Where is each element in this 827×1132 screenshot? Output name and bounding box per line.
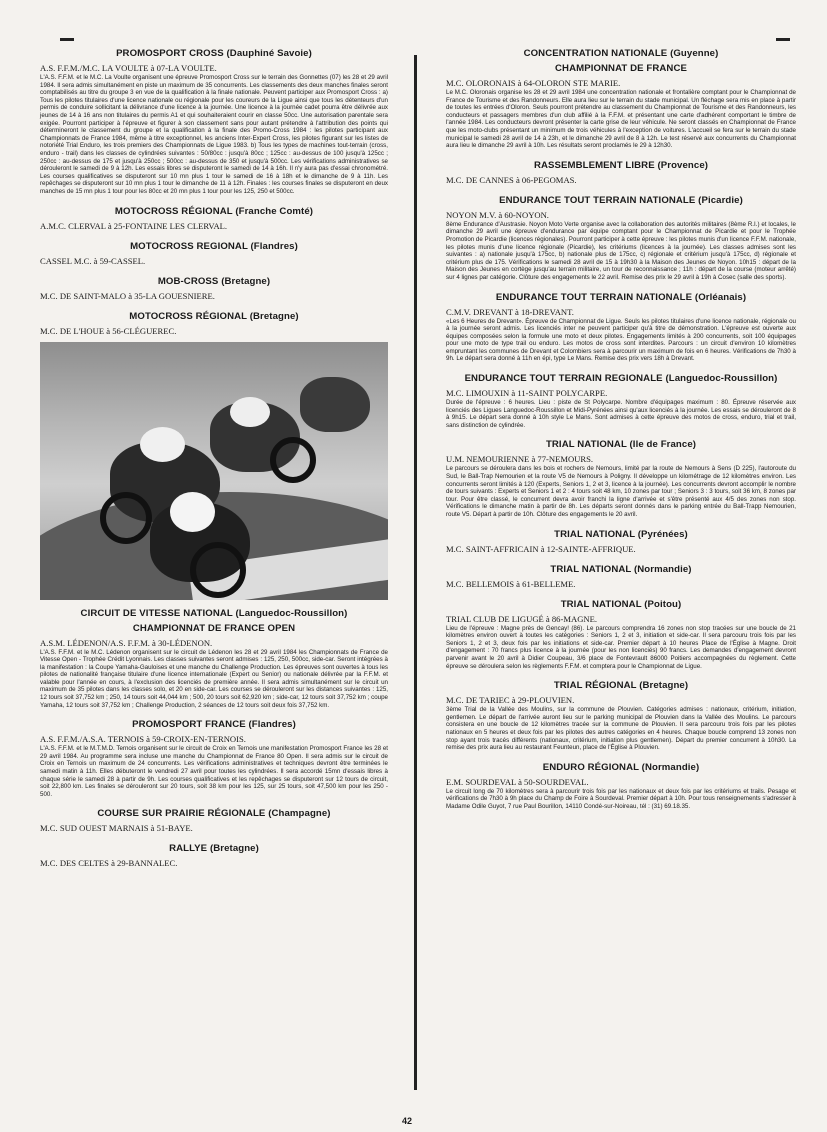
- section-title: [40, 48, 388, 59]
- organizer: TRIAL CLUB DE LIGUGÉ à 86-MAGNE.: [446, 613, 598, 624]
- section-title-text: RALLYE: [169, 843, 208, 855]
- section-motocross-bretagne: [40, 311, 388, 336]
- section-trial-bretagne: [446, 680, 796, 752]
- section-title: [40, 843, 388, 854]
- section-body: 3ème Trial de la Vallée des Moulins, sur la commune de Plouvien. Catégories admises : nationaux, critérium, initiation, gentlemen. Le départ de l'arrivée auront lieu sur le parking municipal de Plouvien dans la Vallée des Moulins. Le parcours consistera en une boucle de 12 kilomètres tracée sur la commune de Plouvien. Il sera parcouru trois fois par les pilotes nationaux en 5 heures et deux fois par les pilotes des autres catégories en 4 heures. Chaque boucle comprend 13 zones non stop ayant trois tracés différents (nationaux, critérium, initiation plus gentlemen). Départ du premier concurrent à 10h30. La remise des prix aura lieu au restaurant Feunteun, place de l'Église à Plouvien.: [446, 706, 796, 752]
- section-endurance-languedoc: [446, 373, 796, 429]
- section-title-text: ENDURANCE TOUT TERRAIN NATIONALE: [495, 291, 693, 303]
- section-rassemblement: [446, 160, 796, 185]
- section-region: (Orléanais): [694, 291, 747, 303]
- section-region: (Bretagne): [221, 275, 271, 287]
- section-title-text: COURSE SUR PRAIRIE RÉGIONALE: [97, 808, 266, 820]
- top-rule-right: [776, 38, 790, 41]
- section-body: Le M.C. Oloronais organise les 28 et 29 avril 1984 une concentration nationale et frontalière comptant pour le Championnat de France de Tourisme et des Randonneurs. Elle aura lieu sur le terrain du stade municipal. Un fléchage sera mis en place à partir de toutes les entrées d'Oloron. Seuls pourront prétendre au classement du Championnat de Tourisme et des Randonneurs, les conducteurs et passagers membres d'un club affilié à la F.F.M. et présentant une carte d'adhérent comportant le timbre de l'année 1984. Les conducteurs devront présenter la carte grise de leur véhicule. Ne seront classés en Championnat de France que les moto-clubs présentant un minimum de trois véhicules à l'exception de voitures. L'accueil se fera sur le terrain du stade municipal le samedi 28 avril de 14 à 23h, et le dimanche 29 avril de 8 à 12h. Le test réservé aux concurrents du Championnat aura lieu le dimanche 29 avril à 10h. Les résultats seront proclamés le 29 à 12h30.: [446, 89, 796, 150]
- section-title: [40, 808, 388, 819]
- section-promosport-cross: [40, 48, 388, 196]
- section-region: (Bretagne): [249, 310, 299, 322]
- section-subtitle: CHAMPIONNAT DE FRANCE OPEN: [132, 622, 296, 634]
- section-title-text: MOTOCROSS REGIONAL: [130, 240, 248, 252]
- rider-helmet: [230, 397, 270, 427]
- section-region: (Ile de France): [629, 439, 697, 451]
- rider-helmet: [140, 427, 185, 462]
- section-title-text: ENDURANCE TOUT TERRAIN REGIONALE: [464, 373, 663, 385]
- section-subtitle: CHAMPIONNAT DE FRANCE: [555, 63, 687, 74]
- section-title: [40, 608, 388, 619]
- organizer: M.C. LIMOUXIN à 11-SAINT POLYCARPE.: [446, 388, 608, 399]
- section-region: (Champagne): [268, 808, 331, 820]
- section-region: (Flandres): [250, 240, 298, 252]
- page-number: 42: [402, 1116, 413, 1126]
- section-title: [40, 311, 388, 322]
- organizer: NOYON M.V. à 60-NOYON.: [446, 209, 549, 220]
- organizer: M.C. DE TARIEC à 29-PLOUVIEN.: [446, 695, 575, 706]
- section-body: «Les 6 Heures de Drevant». Épreuve de Championnat de Ligue. Seuls les pilotes titulaires d'une licence nationale, régionale ou à la journée seront admis. Les licenciés inter ne peuvent participer qu'à titre de démonstration. L'épreuve est ouverte aux équipes composées selon la formule une moto et deux pilotes. Engagements limités à 200 concurrents, soit 100 équipages pour une moto de type trail ou enduro. Les motos de cross sont interdites. Parcours : un circuit d'environ 10 kilomètres empruntant les communes de Drevant et Colombiers sera à parcourir un maximum de fois en 6 heures. Vérifications de 7h30 à 9h. Le départ sera donné à 11h en épi, type Le Mans. Remise des prix vers 18h à Drevant.: [446, 317, 796, 363]
- organizer: C.M.V. DREVANT à 18-DREVANT.: [446, 306, 574, 317]
- section-region: (Bretagne): [209, 843, 259, 855]
- rider-helmet: [170, 492, 215, 532]
- organizer: A.M.C. CLERVAL à 25-FONTAINE LES CLERVAL.: [40, 220, 228, 231]
- column-divider: [414, 55, 417, 1090]
- organizer: A.S.M. LÉDENON/A.S. F.F.M. à 30-LÉDENON.: [40, 637, 213, 648]
- section-body: L'A.S. F.F.M. et le M.T.M.D. Ternois organisent sur le circuit de Croix en Ternois une manifestation Promosport France les 28 et 29 avril 1984. Au programme sera incluse une manche du Championnat de France 80 Open. Il sera admis sur le circuit de Croix en Ternois un maximum de 24 concurrents. Les vérifications administratives et techniques devront être terminées le samedi matin à 11h. Elles débuteront le vendredi 27 avril pour toutes les cylindrées. Il sera accordé 15mn d'essais libres à chaque série le samedi 28 à partir de 9h. Les courses qualificatives et les repêchages se disputeront sur 12 tours de circuit, soit 22,800 km. Les finales se dérouleront sur 20 tours, soit 38 km pour les 125, sur 25 tours, soit 47,500 km pour les 250 - 500.: [40, 745, 388, 798]
- organizer: M.C. OLORONAIS à 64-OLORON STE MARIE.: [446, 78, 621, 88]
- section-title: [40, 241, 388, 252]
- section-rallye: [40, 843, 388, 868]
- section-title-text: TRIAL RÉGIONAL: [553, 680, 637, 692]
- organizer: M.C. DE CANNES à 06-PEGOMAS.: [446, 174, 577, 185]
- section-title-text: CIRCUIT DE VITESSE NATIONAL: [80, 607, 233, 619]
- section-mob-cross: [40, 276, 388, 301]
- motorcycle-wheel: [100, 492, 152, 544]
- racing-photo: [40, 342, 388, 600]
- section-region: (Guyenne): [670, 48, 719, 59]
- section-region: (Picardie): [698, 194, 743, 206]
- organizer: M.C. SAINT-AFFRICAIN à 12-SAINTE-AFFRIQUE.: [446, 543, 636, 554]
- section-enduro-normandie: [446, 762, 796, 811]
- right-column: [446, 48, 796, 817]
- section-region: (Pyrénées): [637, 528, 688, 540]
- section-motocross-franche-comte: [40, 206, 388, 231]
- section-title-text: TRIAL NATIONAL: [550, 563, 632, 575]
- motorcycle-wheel: [190, 542, 246, 598]
- section-title: [446, 373, 796, 384]
- section-title-text: ENDURO RÉGIONAL: [542, 761, 639, 773]
- section-circuit-vitesse: [40, 608, 388, 710]
- section-trial-pyrenees: [446, 529, 796, 554]
- section-title: [446, 48, 796, 59]
- organizer: E.M. SOURDEVAL à 50-SOURDEVAL.: [446, 776, 589, 787]
- section-body: Le parcours se déroulera dans les bois et rochers de Nemours, limité par la route de Nemours à Sens (D 225), l'autoroute du Sud, le Ball-Trap Nemourien et la route V5 de Nemours à Poligny. Il développe un kilométrage de 12 kilomètres environ. Les concurrents seront limités à 120 (Experts, Seniors 1, 2 et 3, licence à la journée). Les concurrents devront accomplir le nombre de tours suivants : Experts et Seniors 1 et 2 : 4 tours soit 48 km, 10 zones par tour ; Seniors 3 : 3 tours, soit 36 km, 8 zones par tour. Pour être classé, le concurrent devra avoir franchi la ligne d'arrivée et s'être présenté aux 4/5 des zones non stop. Vérifications le dimanche matin à partir de 8h. Les départs seront donnés dans le parking entrée du Ball-Trapp Nemourien, route V5. Départ à partir de 10h. Clôture des engagements le 20 avril.: [446, 465, 796, 518]
- section-promosport-france: [40, 719, 388, 798]
- section-title-text: MOB-CROSS: [157, 275, 219, 287]
- section-endurance-orleanais: [446, 292, 796, 364]
- section-title: [446, 564, 796, 575]
- organizer: CASSEL M.C. à 59-CASSEL.: [40, 255, 146, 266]
- section-title-text: RASSEMBLEMENT LIBRE: [533, 159, 655, 171]
- section-region: (Languedoc-Roussillon): [235, 607, 348, 619]
- section-title: [446, 529, 796, 540]
- section-body: Lieu de l'épreuve : Magne près de Gencay! (86). Le parcours comprendra 16 zones non stop tracées sur une boucle de 21 kilomètres environ ouvert à toutes les catégories : Seniors 1, 2 et 3, initiation et side-car. Il sera parcouru trois fois par les Seniors 1, 2 et 3, deux fois par les initiations et side-car. Premier départ à 10 heures Place de l'Église à Magne. Droit d'engagement : 70 francs plus licence à la journée (pour les non licenciés) 90 francs. Les demandes d'engagement devront parvenir avant le 20 avril à Didier Coupeau, 3/6 place de Fontevrault 86000 Poitiers accompagnées du règlement. Cette épreuve se déroulera selon les règlements F.F.M. et comptera pour le Championnat de Ligue.: [446, 624, 796, 670]
- section-title-text: PROMOSPORT FRANCE: [132, 719, 246, 731]
- section-region: (Provence): [657, 159, 709, 171]
- organizer: U.M. NEMOURIENNE à 77-NEMOURS.: [446, 454, 594, 465]
- section-title: [446, 599, 796, 610]
- section-trial-normandie: [446, 564, 796, 589]
- organizer: M.C. DE L'HOUE à 56-CLÉGUEREC.: [40, 325, 177, 336]
- organizer: M.C. DES CELTES à 29-BANNALEC.: [40, 858, 178, 869]
- section-title: [40, 206, 388, 217]
- organizer: A.S. F.F.M./A.S.A. TERNOIS à 59-CROIX-EN-TERNOIS.: [40, 734, 246, 745]
- section-title: [446, 762, 796, 773]
- section-title-text: CONCENTRATION NATIONALE: [523, 48, 668, 59]
- section-concentration: [446, 48, 796, 150]
- section-title-text: ENDURANCE TOUT TERRAIN NATIONALE: [499, 194, 696, 206]
- section-body: Le circuit long de 70 kilomètres sera à parcourir trois fois par les nationaux et deux fois par les critériums et trails. Pesage et vérifications de 7h30 à 9h place du Champ de Foire à Sourdeval. Premier départ à 10h. Pour tous renseignements s'adresser à Madame Odile Guyot, 7 rue Paul Bourillon, 14110 Condé-sur-Noireau, tél : (31) 69.18.35.: [446, 787, 796, 810]
- section-title: [446, 680, 796, 691]
- rider-shape: [300, 377, 370, 432]
- section-title-text: TRIAL NATIONAL: [545, 439, 627, 451]
- section-title: [446, 160, 796, 171]
- section-region: (Languedoc-Roussillon): [665, 373, 778, 385]
- section-title: [446, 292, 796, 303]
- section-region: (Franche Comté): [235, 205, 314, 217]
- section-title: [40, 719, 388, 730]
- section-region: (Normandie): [641, 761, 700, 773]
- section-region: (Dauphiné Savoie): [226, 48, 312, 59]
- motorcycle-wheel: [270, 437, 316, 483]
- section-title-text: MOTOCROSS RÉGIONAL: [114, 205, 233, 217]
- organizer: A.S. F.F.M./M.C. LA VOULTE à 07-LA VOULTE.: [40, 63, 217, 73]
- section-course-prairie: [40, 808, 388, 833]
- section-title: [446, 439, 796, 450]
- section-title: [40, 276, 388, 287]
- section-region: (Flandres): [248, 719, 296, 731]
- section-body: Durée de l'épreuve : 6 heures. Lieu : piste de St Polycarpe. Nombre d'équipages maximum : 80. Épreuve réservée aux licenciés des Ligues Languedoc-Roussillon et Midi-Pyrénées ainsi qu'aux licenciés à la journée. Les essais se dérouleront de 8 à 9h15. Le départ sera donné à 10h style Le Mans. Sont admises à cette épreuve des motos de cross, enduro, trial et trail, sans distinction de cylindrée.: [446, 399, 796, 429]
- section-region: (Bretagne): [639, 680, 689, 692]
- section-trial-ile-de-france: [446, 439, 796, 518]
- section-body: L'A.S. F.F.M. et le M.C. La Voulte organisent une épreuve Promosport Cross sur le terrain des Gonnettes (07) les 28 et 29 avril 1984. Il sera admis simultanément en piste un maximum de 35 concurrents. Les classements des deux manches finales seront comptabilisés au titre du groupe 3 en vue de la qualification à la finale nationale. Peuvent participer aux Promosport Cross : a) Tous les pilotes titulaires d'une licence nationale ou régionale pour les coureurs de la Ligue ainsi que tous les détenteurs d'un permis de conduire sollicitant la délivrance d'une licence à la journée. Une licence à la journée cadet pourra être délivrée aux jeunes de 14 à 16 ans non titulaires du permis A1 et qui souhaiteraient courir en classe 50cc. Une autorisation parentale sera exigée. Pourront participer à l'épreuve et figurer à son classement sans pour autant prétendre à l'attribution des points qui détermineront le classement du groupe et la qualification à la finale des Promo-Cross 1984 : les pilotes participant aux Championnats de France 1984, même à titre exceptionnel, les anciens Inter-Expert Cross, les pilotes figurant sur les listes de notoriété Trial Enduro, les trois premiers des Championnats de Ligue 1983. b) Tous les types de machines tout-terrain (cross, enduro - trail) dans les classes de cylindrées suivantes : 50/80cc : jusqu'à 80cc ; 125cc : au-dessus de 100 jusqu'à 125cc ; 250cc : au-dessus de 175 et jusqu'à 250cc ; 500cc : au-dessus de 350 et jusqu'à 500cc. Les vérifications administratives se dérouleront le samedi de 9 à 12h. Les essais libres se disputeront le samedi de 14 à 16h. Il n'y aura pas d'essai chronométré. Les courses qualificatives se disputeront sur 10 mn plus 1 tour le samedi de 16 à 18h et le dimanche de 9 à 11h. Les repêchages se disputeront sur 10 mn plus 1 tour le dimanche de 11 à 12h. Finales : les courses finales se disputeront en deux manches de 15 mn plus 1 tour pour les 80cc et 20 mn plus 1 tour pour les 125, 250 et 500cc.: [40, 74, 388, 195]
- section-title-text: TRIAL NATIONAL: [554, 528, 635, 540]
- section-region: (Normandie): [633, 563, 692, 575]
- section-title: [446, 195, 796, 206]
- section-endurance-picardie: [446, 195, 796, 282]
- section-title-text: TRIAL NATIONAL: [560, 598, 642, 610]
- section-title-text: MOTOCROSS RÉGIONAL: [129, 310, 247, 322]
- section-trial-poitou: [446, 599, 796, 671]
- top-rule-left: [60, 38, 74, 41]
- section-body: 8ème Endurance d'Austrasie. Noyon Moto Verte organise avec la collaboration des autorités militaires (8ème R.I.) et locales, le dimanche 29 avril une épreuve d'endurance par équipe comptant pour le Championnat de Picardie et pour le Trophée Promotion de Picardie (licences régionales). Pourront participer à cette épreuve : les pilotes munis d'un licence F.F.M. nationale, les pilotes munis d'une licence régionale (Picardie), les critériums (licences à la journée). Les classes admises sont les suivantes : a) nationale jusqu'à 175cc, b) nationale plus de 175cc, c) régionale et critérium jusqu'à 175cc, d) régionale et critérium plus de 175. Vérifications le samedi 28 avril de 15 à 19h30 à la Maison des Jeunes de Noyon. 10h15 : départ de la Maison des Jeunes en cortège jusqu'au terrain militaire, un tour de reconnaissance ; 11h : départ de la course (moteur arrêté) sur 4 lignes par catégorie. Clôture des engagements le 22 avril. Remise des prix le 29 avril à 19h à Cosec (salle des sports).: [446, 220, 796, 281]
- section-title-text: PROMOSPORT CROSS: [116, 48, 224, 59]
- organizer: M.C. BELLEMOIS à 61-BELLEME.: [446, 578, 576, 589]
- section-motocross-flandres: [40, 241, 388, 266]
- organizer: M.C. DE SAINT-MALO à 35-LA GOUESNIERE.: [40, 290, 215, 301]
- left-column: [40, 48, 388, 874]
- organizer: M.C. SUD OUEST MARNAIS à 51-BAYE.: [40, 823, 193, 834]
- section-region: (Poitou): [644, 598, 682, 610]
- section-body: L'A.S. F.F.M. et le M.C. Lédenon organisent sur le circuit de Lédenon les 28 et 29 avril 1984 les Championnats de France de Vitesse Open - Trophée Crédit Lyonnais. Les classes suivantes seront admises : 125, 250, 500cc, side-car. Seront intégrées à la manifestation : la Coupe Yamaha-Gauloises et une manche du Challenge Production. Les épreuves sont ouvertes à tous les pilotes de nationalité française titulaire d'une licence internationale (Expert ou Senior) ou nationale délivrée par la F.F.M. et valable pour l'année en cours, à l'exclusion des licenciés de première année. Il sera admis simultanément sur le circuit un maximum de 35 pilotes dans les classes solo, et 20 en side-car. Les courses se dérouleront sur les distances suivantes : 125, 12 tours soit 37,752 km ; 250, 14 tours soit 44,044 km ; 500, 20 tours soit 62,920 km ; side-car, 12 tours soit 37,752 km ; coupe Yamaha, 12 tours soit 37,752 km ; Challenge Production, 2 séances de 12 tours soit deux fois 37,752 km.: [40, 648, 388, 709]
